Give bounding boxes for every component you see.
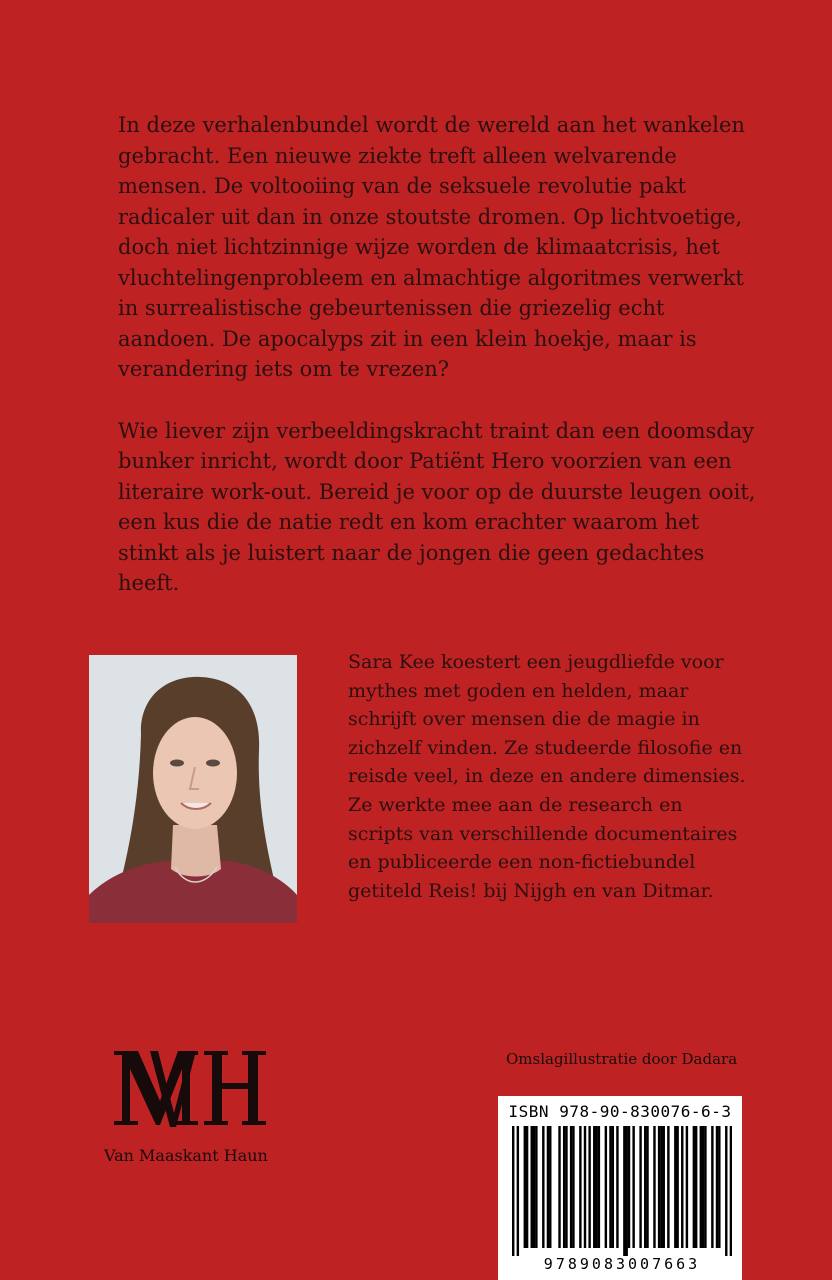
isbn-barcode bbox=[498, 1096, 742, 1280]
barcode-bar bbox=[646, 1126, 648, 1248]
barcode-bar bbox=[625, 1126, 627, 1256]
barcode-bar bbox=[725, 1126, 727, 1256]
barcode-bar bbox=[570, 1126, 572, 1248]
barcode-bar bbox=[598, 1126, 600, 1248]
publisher-name: Van Maaskant Haun bbox=[104, 1146, 268, 1165]
barcode-bar bbox=[644, 1126, 646, 1248]
barcode-bar bbox=[704, 1126, 706, 1248]
author-photo bbox=[89, 655, 297, 923]
barcode-bar bbox=[660, 1126, 662, 1248]
barcode-bar bbox=[700, 1126, 702, 1248]
barcode-bar bbox=[579, 1126, 581, 1248]
barcode-bar bbox=[623, 1126, 625, 1256]
barcode-bar bbox=[584, 1126, 586, 1248]
barcode-bar bbox=[686, 1126, 688, 1248]
barcode-bar bbox=[693, 1126, 695, 1248]
barcode-bar bbox=[533, 1126, 535, 1248]
barcode-bar bbox=[663, 1126, 665, 1248]
author-bio: Sara Kee koestert een jeugdliefde voor mythes met goden en helden, maar schrijft over mensen die de magie in zichzelf vinden. Ze studeerde filosofie en reisde veel, in deze en andere dimensies. Ze werkte mee aan de research en scripts van verschillende documentaires en publiceerde een non-fictiebundel getiteld Reis! bij Nijgh en van Ditmar. bbox=[348, 651, 746, 902]
barcode-bar bbox=[588, 1126, 590, 1248]
barcode-bar bbox=[639, 1126, 641, 1248]
barcode-bar bbox=[612, 1126, 614, 1248]
barcode-bar bbox=[653, 1126, 655, 1248]
blurb-paragraph-2: Wie liever zijn verbeeldingskracht traint dan een doomsday bunker inricht, wordt door Patiënt Hero voorzien van een literaire work-out. Bereid je voor op de duurste leugen ooit, een kus die de natie redt en kom erachter waarom het stinkt als je luistert naar de jongen die geen gedachtes heeft. bbox=[118, 418, 756, 595]
barcode-bar bbox=[681, 1126, 683, 1248]
barcode-bar bbox=[517, 1126, 519, 1256]
barcode-bar bbox=[593, 1126, 595, 1248]
barcode-bar bbox=[535, 1126, 537, 1248]
barcode-bars bbox=[512, 1126, 732, 1256]
barcode-bar bbox=[572, 1126, 574, 1248]
author-portrait-illustration bbox=[89, 655, 297, 923]
barcode-bar bbox=[616, 1126, 618, 1248]
barcode-bar bbox=[730, 1126, 732, 1256]
barcode-bar bbox=[595, 1126, 597, 1248]
cover-illustration-credit: Omslagillustratie door Dadara bbox=[506, 1050, 738, 1068]
barcode-bar bbox=[628, 1126, 630, 1248]
barcode-bar bbox=[605, 1126, 607, 1248]
barcode-bar bbox=[695, 1126, 697, 1248]
barcode-bar bbox=[512, 1126, 514, 1256]
back-cover-blurb bbox=[118, 110, 758, 630]
barcode-bar bbox=[549, 1126, 551, 1248]
barcode-bar bbox=[558, 1126, 560, 1248]
barcode-bar bbox=[531, 1126, 533, 1248]
barcode-bar bbox=[718, 1126, 720, 1248]
barcode-bar bbox=[526, 1126, 528, 1248]
barcode-bar bbox=[711, 1126, 713, 1248]
mvh-monogram-icon bbox=[100, 1035, 280, 1145]
barcode-bar bbox=[565, 1126, 567, 1248]
barcode-bar bbox=[547, 1126, 549, 1248]
blurb-paragraph-1: In deze verhalenbundel wordt de wereld aan het wankelen gebracht. Een nieuwe ziekte treft alleen welvarende mensen. De voltooiing van de seksuele revolutie pakt radicaler uit dan in onze stoutste dromen. Op lichtvoetige, doch niet lichtzinnige wijze worden de klimaatcrisis, het vluchtelingenprobleem en almachtige algoritmes verwerkt in surrealistische gebeurtenissen die griezelig echt aandoen. De apocalyps zit in een klein hoekje, maar is verandering iets om te vrezen? bbox=[118, 113, 745, 381]
barcode-bar bbox=[658, 1126, 660, 1248]
barcode-bar bbox=[524, 1126, 526, 1248]
barcode-bar bbox=[676, 1126, 678, 1248]
barcode-bar bbox=[609, 1126, 611, 1248]
barcode-bar bbox=[716, 1126, 718, 1248]
isbn-digits: 9789083007663 bbox=[543, 1255, 701, 1273]
barcode-bar bbox=[667, 1126, 669, 1248]
barcode-bar bbox=[632, 1126, 634, 1248]
barcode-bar bbox=[702, 1126, 704, 1248]
barcode-bar bbox=[542, 1126, 544, 1248]
barcode-bar bbox=[674, 1126, 676, 1248]
isbn-label: ISBN 978-90-830076-6-3 bbox=[508, 1102, 732, 1121]
barcode-bar bbox=[563, 1126, 565, 1248]
